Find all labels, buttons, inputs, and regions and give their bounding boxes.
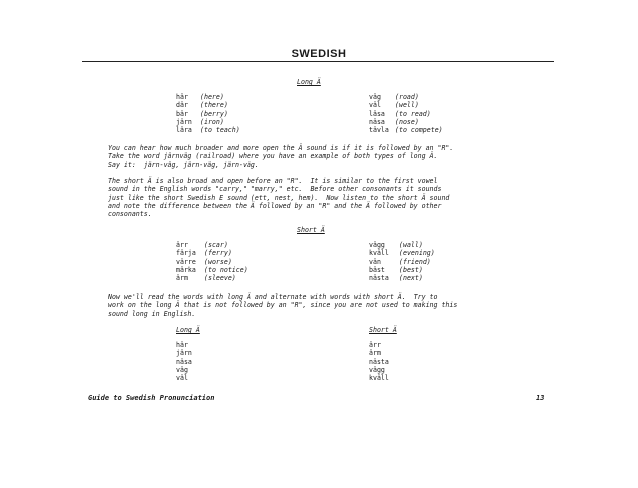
paragraph-line: You can hear how much broader and more open the Ä sound is if it is followed by an "R". [108,144,454,152]
vocab-word: här [176,93,188,101]
vocab-word: järn [176,117,192,126]
vocab-gloss: (to notice) [204,265,248,274]
footer-title: Guide to Swedish Pronunciation [88,394,215,402]
vocab-word: läsa [369,109,385,118]
paragraph-line: The short Ä is also broad and open before an "R". It is similar to the first vowel [108,177,438,185]
vocab-word: tävla [369,126,389,135]
vocab-gloss: (next) [399,274,423,283]
vocab-word: nästa [369,274,389,283]
paragraph-line: just like the short Swedish E sound (ett, nest, hem). Now listen to the short Ä sound [108,193,450,202]
vocab-gloss: (ferry) [204,249,232,258]
vocab-gloss: (to teach) [200,126,240,135]
compare-word: kväll [369,374,389,383]
header-rule [82,61,554,62]
compare-word: järn [176,349,192,358]
vocab-word: bär [176,109,188,118]
paragraph-line: Say it: järn-väg, järn-väg, järn-väg. [108,160,259,169]
vocab-gloss: (worse) [204,257,232,266]
vocab-word: ärr [176,241,188,249]
vocab-gloss: (well) [395,101,419,110]
compare-word: ärr [369,341,381,349]
compare-word: väg [176,365,188,374]
vocab-word: väg [369,93,381,101]
vocab-gloss: (berry) [200,109,228,118]
paragraph-line: and note the difference between the Ä followed by an "R" and the Ä followed by other [108,201,442,210]
vocab-gloss: (best) [399,265,423,274]
compare-word: här [176,341,188,349]
page-header: SWEDISH [291,48,347,60]
long-a-heading: Long Ä [297,78,321,86]
vocab-gloss: (here) [200,93,224,101]
vocab-word: bäst [369,265,385,274]
compare-word: vägg [369,365,385,374]
vocab-word: där [176,101,188,110]
vocab-gloss: (sleeve) [204,274,236,283]
vocab-gloss: (road) [395,93,419,101]
vocab-gloss: (nose) [395,117,419,126]
compare-word: nästa [369,357,389,366]
compare-word: näsa [176,357,192,366]
paragraph-line: work on the long Ä that is not followed by an "R", since you are not used to making this [108,301,458,310]
vocab-gloss: (scar) [204,241,228,249]
paragraph-line: Now we'll read the words with long Ä and alternate with words with short Ä. Try to [108,293,438,301]
vocab-word: ärm [176,274,188,283]
vocab-gloss: (evening) [399,249,435,258]
vocab-word: märka [176,265,196,274]
vocab-word: färja [176,249,196,258]
vocab-gloss: (wall) [399,241,423,249]
paragraph-line: sound in the English words "carry," "marry," etc. Before other consonants it sounds [108,185,442,194]
vocab-word: kväll [369,249,389,258]
short-a-heading: Short Ä [297,226,325,234]
vocab-word: lära [176,126,192,135]
paragraph-line: Take the word järnväg (railroad) where you have an example of both types of long Ä. [108,152,438,161]
vocab-gloss: (there) [200,101,228,110]
vocab-word: vägg [369,241,385,249]
vocab-gloss: (iron) [200,117,224,126]
vocab-gloss: (to compete) [395,126,443,135]
vocab-word: väl [369,101,381,110]
compare-short-heading: Short Ä [369,326,397,334]
vocab-word: värre [176,257,196,266]
paragraph-line: consonants. [108,210,152,219]
page-number: 13 [536,394,545,402]
vocab-word: näsa [369,117,385,126]
paragraph-line: sound long in English. [108,309,196,318]
compare-word: väl [176,374,188,383]
vocab-word: vän [369,257,381,266]
vocab-gloss: (friend) [399,257,431,266]
compare-word: ärm [369,349,381,358]
compare-long-heading: Long Ä [176,326,200,334]
vocab-gloss: (to read) [395,109,431,118]
